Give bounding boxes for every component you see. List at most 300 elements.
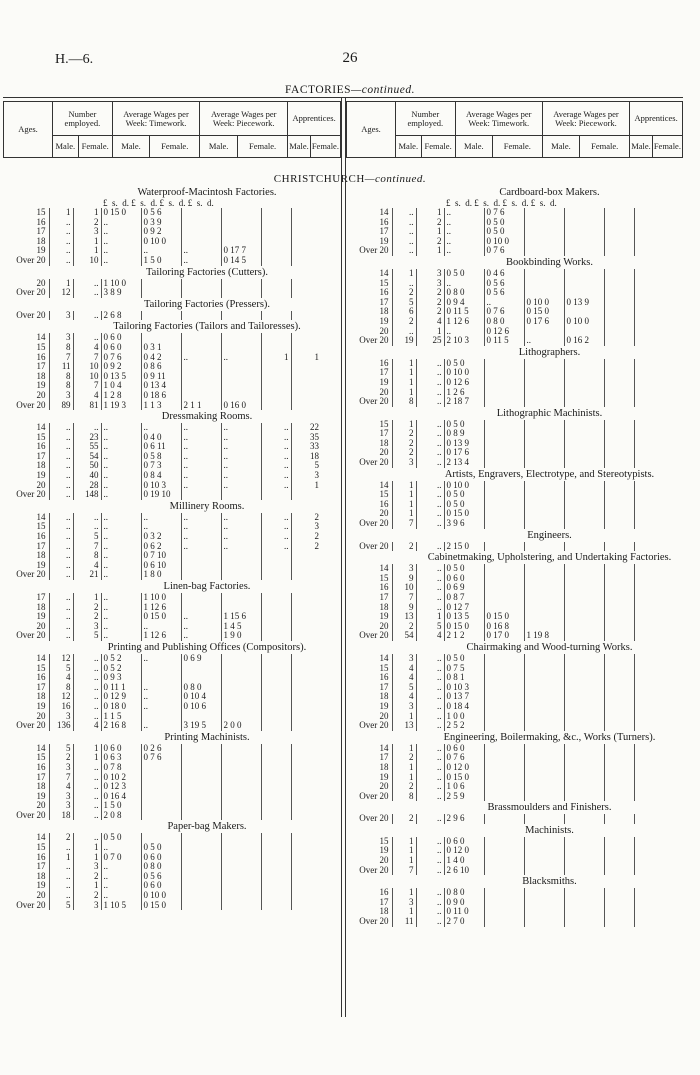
header-male: Male. bbox=[53, 136, 79, 158]
industry-section bbox=[346, 529, 683, 552]
wage-cell bbox=[141, 288, 181, 298]
employed-cell: 7 bbox=[409, 593, 414, 602]
wage-cell: 1 12 6 bbox=[141, 603, 181, 613]
wage-cell: 0 10 0 bbox=[484, 237, 524, 247]
age-cell: 16 bbox=[346, 583, 392, 593]
employed-cell: .. bbox=[73, 664, 101, 674]
table-row bbox=[346, 448, 664, 458]
wage-cell: 0 12 7 bbox=[444, 603, 484, 613]
wage-cell: 2 15 0 bbox=[444, 542, 484, 552]
wage-cell: .. bbox=[141, 423, 181, 433]
apprentice-cell bbox=[261, 753, 291, 763]
apprentice-cell bbox=[604, 712, 634, 722]
employed-cell: .. bbox=[416, 692, 444, 702]
apprentice-cell bbox=[634, 227, 664, 237]
wage-cell: 0 10 3 bbox=[444, 683, 484, 693]
age-cell: 14 bbox=[346, 654, 392, 664]
apprentice-cell bbox=[261, 237, 291, 247]
wage-cell: 0 7 6 bbox=[141, 753, 181, 763]
wage-cell: .. bbox=[101, 891, 141, 901]
industry-section bbox=[346, 551, 683, 641]
wage-cell: 0 12 3 bbox=[101, 782, 141, 792]
wage-cell bbox=[484, 782, 524, 792]
employed-cell: .. bbox=[73, 702, 101, 712]
table-row bbox=[3, 401, 321, 411]
wage-cell bbox=[564, 542, 604, 552]
table-row bbox=[3, 513, 321, 523]
table-row bbox=[3, 433, 321, 443]
page-title-sub: —continued. bbox=[351, 84, 415, 96]
employed-cell: 3 bbox=[66, 310, 71, 320]
employed-cell: .. bbox=[73, 423, 101, 433]
employed-cell: 3 bbox=[409, 564, 414, 574]
wage-cell: 0 13 5 bbox=[101, 372, 141, 382]
table-row bbox=[3, 811, 321, 821]
wage-cell: .. bbox=[221, 513, 261, 523]
employed-cell: .. bbox=[66, 602, 71, 612]
wage-cell: 0 8 0 bbox=[181, 683, 221, 693]
apprentice-cell: 1 bbox=[291, 353, 321, 363]
apprentice-cell bbox=[634, 654, 664, 664]
employed-cell: 1 bbox=[66, 208, 71, 217]
section-title: Tailoring Factories (Pressers). bbox=[143, 298, 271, 310]
apprentice-cell: 3 bbox=[291, 471, 321, 481]
age-cell: Over 20 bbox=[3, 256, 49, 266]
employed-cell: 1 bbox=[73, 853, 101, 863]
age-cell: 16 bbox=[346, 673, 392, 683]
industry-section bbox=[3, 820, 341, 910]
wage-cell: 0 5 0 bbox=[484, 218, 524, 228]
wage-cell: 0 6 2 bbox=[141, 542, 181, 552]
section-table bbox=[3, 423, 321, 500]
apprentice-cell bbox=[604, 907, 634, 917]
wage-cell bbox=[484, 574, 524, 584]
employed-cell: .. bbox=[66, 551, 71, 561]
apprentice-cell bbox=[291, 744, 321, 754]
wage-cell bbox=[484, 458, 524, 468]
wage-cell bbox=[181, 593, 221, 603]
apprentice-cell bbox=[291, 401, 321, 411]
employed-cell: 4 bbox=[73, 343, 101, 353]
column-header-right bbox=[346, 101, 683, 158]
wage-cell bbox=[141, 673, 181, 683]
employed-cell: 1 bbox=[409, 856, 414, 866]
age-cell: 20 bbox=[3, 622, 49, 632]
age-cell: 15 bbox=[3, 433, 49, 443]
wage-cell: 0 6 10 bbox=[141, 561, 181, 571]
apprentice-cell bbox=[261, 570, 291, 580]
wage-cell: .. bbox=[141, 622, 181, 632]
apprentice-cell: .. bbox=[261, 513, 291, 523]
wage-cell: 0 6 0 bbox=[141, 853, 181, 863]
employed-cell: .. bbox=[416, 773, 444, 783]
apprentice-cell bbox=[604, 420, 634, 430]
apprentice-cell bbox=[634, 448, 664, 458]
wage-cell bbox=[221, 763, 261, 773]
employed-cell: .. bbox=[66, 541, 71, 551]
wage-cell: 0 6 0 bbox=[141, 881, 181, 891]
wage-cell: 0 18 4 bbox=[444, 702, 484, 712]
wage-cell bbox=[221, 843, 261, 853]
apprentice-cell bbox=[604, 269, 634, 279]
employed-cell: 40 bbox=[73, 471, 101, 481]
section-title: Machinists. bbox=[525, 824, 574, 836]
wage-cell bbox=[564, 763, 604, 773]
employed-cell: 4 bbox=[416, 631, 444, 641]
wage-cell: .. bbox=[101, 532, 141, 542]
apprentice-cell bbox=[291, 763, 321, 773]
employed-cell: .. bbox=[409, 208, 414, 217]
employed-cell: 1 bbox=[73, 843, 101, 853]
age-cell: 15 bbox=[346, 490, 392, 500]
employed-cell: 7 bbox=[66, 352, 71, 362]
employed-cell: .. bbox=[416, 898, 444, 908]
section-title: Bookbinding Works. bbox=[505, 256, 594, 268]
wage-cell: 0 8 0 bbox=[444, 288, 484, 298]
employed-cell: 54 bbox=[404, 631, 414, 641]
section-title: Waterproof-Macintosh Factories. bbox=[137, 187, 277, 198]
wage-cell: .. bbox=[101, 218, 141, 228]
header-timework: Average Wages per Week: Timework. bbox=[112, 102, 200, 136]
industry-section bbox=[346, 468, 683, 529]
wage-cell: 0 15 0 bbox=[484, 612, 524, 622]
apprentice-cell bbox=[291, 227, 321, 237]
wage-cell bbox=[524, 574, 564, 584]
wage-cell: .. bbox=[221, 532, 261, 542]
wage-cell: 0 13 4 bbox=[141, 381, 181, 391]
apprentice-cell bbox=[634, 336, 664, 346]
employed-cell: .. bbox=[66, 862, 71, 872]
age-cell: 16 bbox=[346, 500, 392, 510]
wage-cell bbox=[564, 359, 604, 369]
age-cell: Over 20 bbox=[3, 721, 49, 731]
section-title: Millinery Rooms. bbox=[169, 500, 245, 512]
table-row bbox=[3, 452, 321, 462]
wage-cell bbox=[221, 792, 261, 802]
employed-cell: 3 bbox=[66, 390, 71, 400]
apprentice-cell bbox=[604, 327, 634, 337]
wage-cell bbox=[524, 429, 564, 439]
employed-cell: .. bbox=[416, 388, 444, 398]
wage-cell bbox=[221, 833, 261, 843]
age-cell: Over 20 bbox=[346, 458, 392, 468]
section-title: Brassmoulders and Finishers. bbox=[487, 802, 612, 814]
table-row bbox=[3, 391, 321, 401]
wage-cell bbox=[181, 901, 221, 911]
apprentice-cell bbox=[634, 307, 664, 317]
wage-cell bbox=[181, 279, 221, 289]
wage-cell bbox=[221, 288, 261, 298]
age-cell: 16 bbox=[3, 442, 49, 452]
wage-cell bbox=[141, 811, 181, 821]
employed-cell: .. bbox=[416, 683, 444, 693]
age-cell: 20 bbox=[3, 891, 49, 901]
age-cell: 17 bbox=[3, 362, 49, 372]
apprentice-cell bbox=[291, 782, 321, 792]
age-cell: Over 20 bbox=[346, 917, 392, 927]
employed-cell: 1 bbox=[416, 612, 444, 622]
employed-cell: 2 bbox=[416, 288, 444, 298]
industry-section bbox=[346, 186, 683, 256]
age-cell: 19 bbox=[3, 881, 49, 891]
wage-cell bbox=[524, 612, 564, 622]
age-cell: Over 20 bbox=[346, 246, 392, 256]
wage-cell bbox=[141, 792, 181, 802]
wage-cell bbox=[181, 490, 221, 500]
table-row bbox=[3, 343, 321, 353]
apprentice-cell bbox=[604, 439, 634, 449]
table-row bbox=[3, 532, 321, 542]
employed-cell: .. bbox=[409, 227, 414, 237]
table-row bbox=[3, 593, 321, 603]
apprentice-cell bbox=[604, 574, 634, 584]
age-cell: 19 bbox=[3, 702, 49, 712]
apprentice-cell: .. bbox=[261, 532, 291, 542]
table-row bbox=[346, 388, 664, 398]
wage-cell: .. bbox=[101, 862, 141, 872]
wage-cell bbox=[181, 288, 221, 298]
apprentice-cell bbox=[604, 336, 634, 346]
wage-cell: .. bbox=[181, 423, 221, 433]
age-cell: 20 bbox=[346, 509, 392, 519]
age-cell: 17 bbox=[3, 683, 49, 693]
table-row bbox=[3, 631, 321, 641]
header-apprentices: Apprentices. bbox=[288, 102, 341, 136]
wage-cell bbox=[181, 333, 221, 343]
apprentice-cell bbox=[634, 846, 664, 856]
wage-cell: .. bbox=[181, 612, 221, 622]
age-cell: 18 bbox=[3, 237, 49, 247]
section-table bbox=[3, 333, 321, 410]
wage-cell: .. bbox=[101, 452, 141, 462]
wage-cell: 3 19 5 bbox=[181, 721, 221, 731]
wage-cell: 0 7 0 bbox=[101, 853, 141, 863]
wage-cell bbox=[484, 814, 524, 824]
employed-cell: .. bbox=[409, 217, 414, 227]
apprentice-cell bbox=[261, 256, 291, 266]
apprentice-cell bbox=[261, 279, 291, 289]
wage-cell bbox=[524, 542, 564, 552]
wage-cell: 0 8 6 bbox=[141, 362, 181, 372]
age-cell: 18 bbox=[346, 439, 392, 449]
wage-cell: .. bbox=[181, 542, 221, 552]
wage-cell: .. bbox=[181, 452, 221, 462]
employed-cell: .. bbox=[409, 246, 414, 256]
age-cell: 16 bbox=[3, 532, 49, 542]
table-row bbox=[3, 279, 321, 289]
employed-cell: 1 bbox=[409, 846, 414, 856]
wage-cell bbox=[524, 218, 564, 228]
wage-cell: 0 8 0 bbox=[141, 862, 181, 872]
wage-cell bbox=[221, 218, 261, 228]
wage-cell: 2 18 7 bbox=[444, 397, 484, 407]
wage-cell: 0 16 0 bbox=[221, 401, 261, 411]
apprentice-cell bbox=[261, 702, 291, 712]
wage-cell bbox=[181, 763, 221, 773]
table-row bbox=[346, 279, 664, 289]
table-row bbox=[346, 744, 664, 754]
wage-cell: .. bbox=[101, 603, 141, 613]
wage-cell bbox=[564, 378, 604, 388]
wage-cell: .. bbox=[101, 490, 141, 500]
employed-cell: .. bbox=[416, 866, 444, 876]
employed-cell: 13 bbox=[404, 612, 414, 622]
employed-cell: .. bbox=[416, 846, 444, 856]
apprentice-cell bbox=[291, 218, 321, 228]
wage-cell: 0 4 2 bbox=[141, 353, 181, 363]
industry-section bbox=[3, 186, 341, 266]
wage-cell: .. bbox=[221, 442, 261, 452]
table-row bbox=[346, 359, 664, 369]
age-cell: 16 bbox=[3, 353, 49, 363]
wage-cell bbox=[524, 907, 564, 917]
wage-cell bbox=[484, 397, 524, 407]
apprentice-cell bbox=[261, 603, 291, 613]
apprentice-cell bbox=[261, 372, 291, 382]
wage-cell bbox=[524, 593, 564, 603]
wage-cell: .. bbox=[101, 227, 141, 237]
wage-cell bbox=[524, 227, 564, 237]
employed-cell: 1 bbox=[409, 762, 414, 772]
table-row bbox=[346, 237, 664, 247]
apprentice-cell bbox=[604, 458, 634, 468]
employed-cell: 3 bbox=[73, 862, 101, 872]
wage-cell bbox=[181, 792, 221, 802]
wage-cell: .. bbox=[181, 631, 221, 641]
wage-cell bbox=[484, 654, 524, 664]
wage-cell bbox=[564, 773, 604, 783]
table-row bbox=[346, 846, 664, 856]
apprentice-cell: 3 bbox=[291, 522, 321, 532]
wage-cell: .. bbox=[181, 246, 221, 256]
age-cell: 19 bbox=[346, 237, 392, 247]
wage-cell bbox=[564, 227, 604, 237]
wage-cell: .. bbox=[141, 683, 181, 693]
employed-cell: 12 bbox=[61, 692, 71, 702]
age-cell: 20 bbox=[3, 481, 49, 491]
wage-cell bbox=[524, 683, 564, 693]
employed-cell: .. bbox=[66, 432, 71, 442]
wage-cell bbox=[524, 500, 564, 510]
employed-cell: 1 bbox=[409, 368, 414, 378]
age-cell: 20 bbox=[346, 856, 392, 866]
wage-cell bbox=[181, 561, 221, 571]
employed-cell: 1 bbox=[73, 881, 101, 891]
wage-cell: .. bbox=[101, 423, 141, 433]
wage-cell: .. bbox=[101, 481, 141, 491]
wage-cell: .. bbox=[221, 433, 261, 443]
industry-section bbox=[3, 500, 341, 580]
age-cell: 17 bbox=[346, 593, 392, 603]
employed-cell: 2 bbox=[66, 833, 71, 843]
wage-cell bbox=[564, 631, 604, 641]
wage-cell: 2 5 9 bbox=[444, 792, 484, 802]
age-cell: Over 20 bbox=[3, 490, 49, 500]
employed-cell: 7 bbox=[409, 519, 414, 529]
employed-cell: 2 bbox=[416, 298, 444, 308]
employed-cell: 1 bbox=[409, 358, 414, 368]
employed-cell: 7 bbox=[73, 542, 101, 552]
section-title: Dressmaking Rooms. bbox=[161, 411, 253, 423]
table-row bbox=[3, 288, 321, 298]
age-cell: 20 bbox=[3, 279, 49, 289]
apprentice-cell bbox=[291, 843, 321, 853]
age-cell: 14 bbox=[3, 744, 49, 754]
wage-cell bbox=[524, 753, 564, 763]
age-cell: 20 bbox=[346, 327, 392, 337]
apprentice-cell bbox=[291, 654, 321, 664]
wage-cell bbox=[484, 429, 524, 439]
table-row bbox=[346, 673, 664, 683]
wage-cell bbox=[524, 490, 564, 500]
wage-cell bbox=[524, 458, 564, 468]
wage-cell: 0 10 0 bbox=[141, 237, 181, 247]
age-cell: 18 bbox=[346, 907, 392, 917]
apprentice-cell bbox=[261, 853, 291, 863]
wage-cell: 0 7 8 bbox=[101, 763, 141, 773]
header-number-employed: Number employed. bbox=[396, 102, 456, 136]
section-table bbox=[346, 837, 664, 875]
wage-cell bbox=[181, 891, 221, 901]
wage-cell: .. bbox=[181, 471, 221, 481]
employed-cell: .. bbox=[409, 326, 414, 336]
wage-cell bbox=[221, 279, 261, 289]
wage-cell: 1 19 3 bbox=[101, 401, 141, 411]
apprentice-cell bbox=[261, 901, 291, 911]
employed-cell: 2 bbox=[409, 438, 414, 448]
employed-cell: .. bbox=[66, 891, 71, 901]
apprentice-cell bbox=[634, 237, 664, 247]
employed-cell: .. bbox=[66, 423, 71, 433]
wage-cell bbox=[524, 856, 564, 866]
apprentice-cell: .. bbox=[261, 542, 291, 552]
wage-cell: 0 15 0 bbox=[444, 509, 484, 519]
apprentice-cell bbox=[604, 208, 634, 218]
wage-cell: 0 17 7 bbox=[221, 246, 261, 256]
age-cell: 19 bbox=[3, 381, 49, 391]
employed-cell: .. bbox=[66, 871, 71, 881]
apprentice-cell bbox=[604, 631, 634, 641]
apprentice-cell bbox=[634, 397, 664, 407]
wage-cell: 2 16 8 bbox=[101, 721, 141, 731]
wage-cell bbox=[524, 359, 564, 369]
apprentice-cell bbox=[291, 603, 321, 613]
wage-cell bbox=[564, 397, 604, 407]
wage-cell: .. bbox=[181, 256, 221, 266]
wage-cell bbox=[181, 753, 221, 763]
apprentice-cell bbox=[261, 311, 291, 321]
wage-cell: 0 5 0 bbox=[444, 420, 484, 430]
wage-cell: 0 3 9 bbox=[141, 218, 181, 228]
apprentice-cell bbox=[634, 519, 664, 529]
employed-cell: .. bbox=[416, 397, 444, 407]
employed-cell: 8 bbox=[66, 371, 71, 381]
wage-cell: .. bbox=[101, 631, 141, 641]
apprentice-cell bbox=[261, 622, 291, 632]
wage-cell: .. bbox=[181, 513, 221, 523]
wage-cell bbox=[484, 439, 524, 449]
table-row bbox=[346, 227, 664, 237]
wage-cell bbox=[221, 362, 261, 372]
wage-cell: 0 7 6 bbox=[484, 246, 524, 256]
wage-cell bbox=[484, 388, 524, 398]
wage-cell: 0 6 0 bbox=[444, 837, 484, 847]
section-title: Tailoring Factories (Tailors and Tailoresses). bbox=[113, 321, 301, 333]
wage-cell bbox=[524, 208, 564, 218]
wage-cell bbox=[524, 603, 564, 613]
apprentice-cell bbox=[261, 208, 291, 218]
wage-cell bbox=[221, 692, 261, 702]
